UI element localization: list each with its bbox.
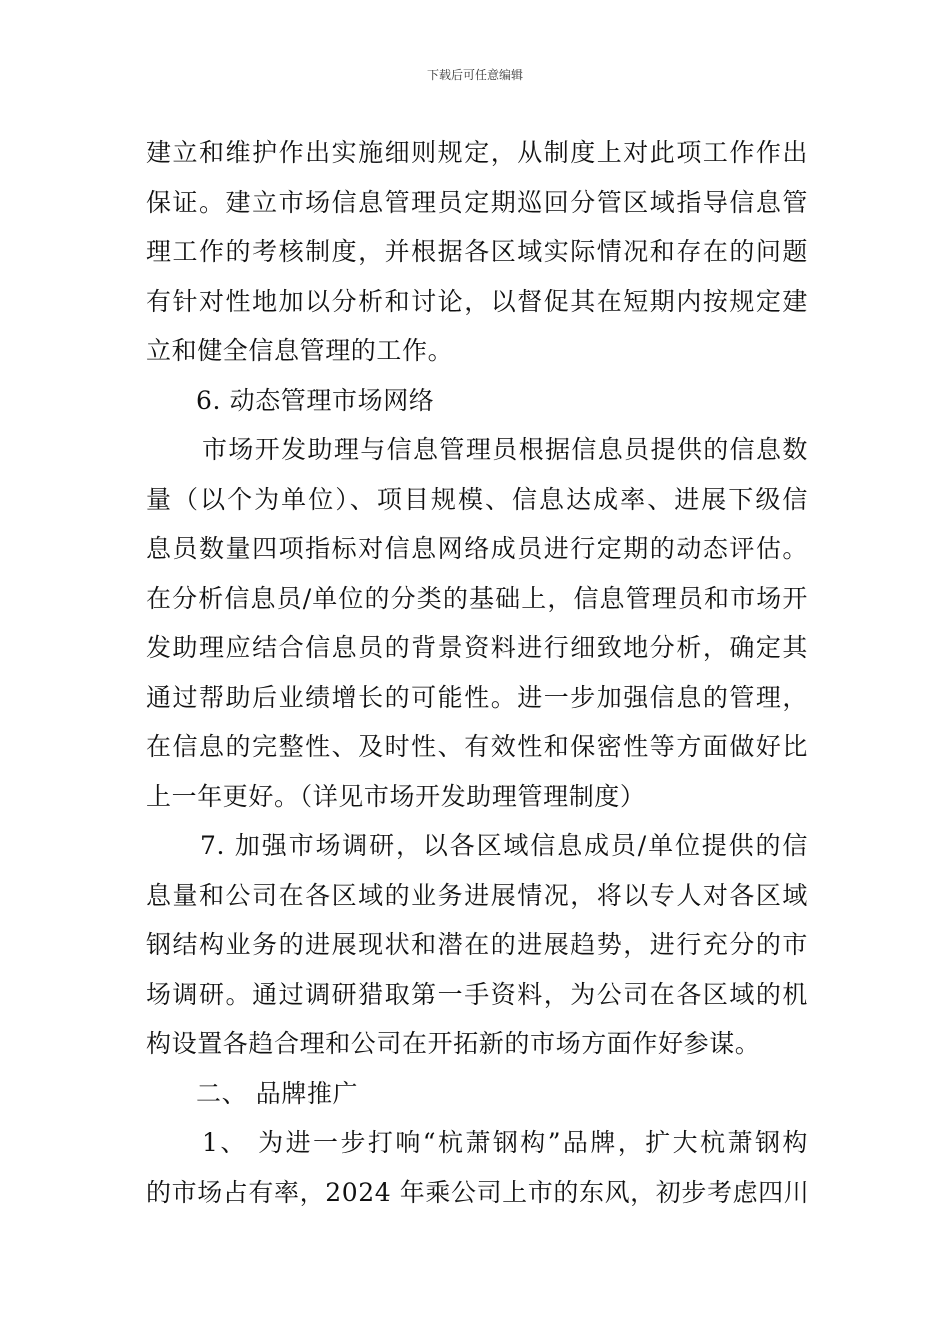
text-line: 7. 加强市场调研，以各区域信息成员/单位提供的信 (200, 831, 808, 860)
section-heading: 6. 动态管理市场网络 (196, 385, 435, 415)
section-heading: 二、 品牌推广 (196, 1078, 359, 1108)
text-line: 1、 为进一步打响“杭萧钢构”品牌，扩大杭萧钢构 (202, 1128, 808, 1157)
text-line: 建立和维护作出实施细则规定，从制度上对此项工作作出 (146, 138, 808, 167)
document-body (146, 128, 808, 1217)
text-line: 在信息的完整性、及时性、有效性和保密性等方面做好比 (146, 732, 808, 761)
text-line: 在分析信息员/单位的分类的基础上，信息管理员和市场开 (146, 583, 808, 613)
text-line: 场调研。通过调研猎取第一手资料，为公司在各区域的机 (146, 979, 808, 1009)
page-header: 下载后可任意编辑 (426, 68, 523, 82)
text-line: 通过帮助后业绩增长的可能性。进一步加强信息的管理， (146, 682, 808, 712)
text-line: 息量和公司在各区域的业务进展情况，将以专人对各区域 (146, 880, 808, 910)
text-line: 发助理应结合信息员的背景资料进行细致地分析，确定其 (146, 633, 808, 662)
text-line: 的市场占有率，2024 年乘公司上市的东风，初步考虑四川 (146, 1177, 810, 1207)
text-line: 构设置各趋合理和公司在开拓新的市场方面作好参谋。 (146, 1029, 761, 1058)
text-line: 量（以个为单位）、项目规模、信息达成率、进展下级信 (146, 484, 808, 514)
text-line: 钢结构业务的进展现状和潜在的进展趋势，进行充分的市 (146, 930, 808, 959)
text-line: 立和健全信息管理的工作。 (146, 336, 454, 365)
text-line: 保证。建立市场信息管理员定期巡回分管区域指导信息管 (146, 187, 808, 217)
text-line: 理工作的考核制度，并根据各区域实际情况和存在的问题 (146, 237, 808, 266)
text-line: 上一年更好。（详见市场开发助理管理制度） (146, 781, 646, 811)
text-line: 有针对性地加以分析和讨论，以督促其在短期内按规定建 (146, 286, 808, 316)
text-line: 市场开发助理与信息管理员根据信息员提供的信息数 (202, 435, 808, 464)
text-line: 息员数量四项指标对信息网络成员进行定期的动态评估。 (146, 534, 808, 563)
